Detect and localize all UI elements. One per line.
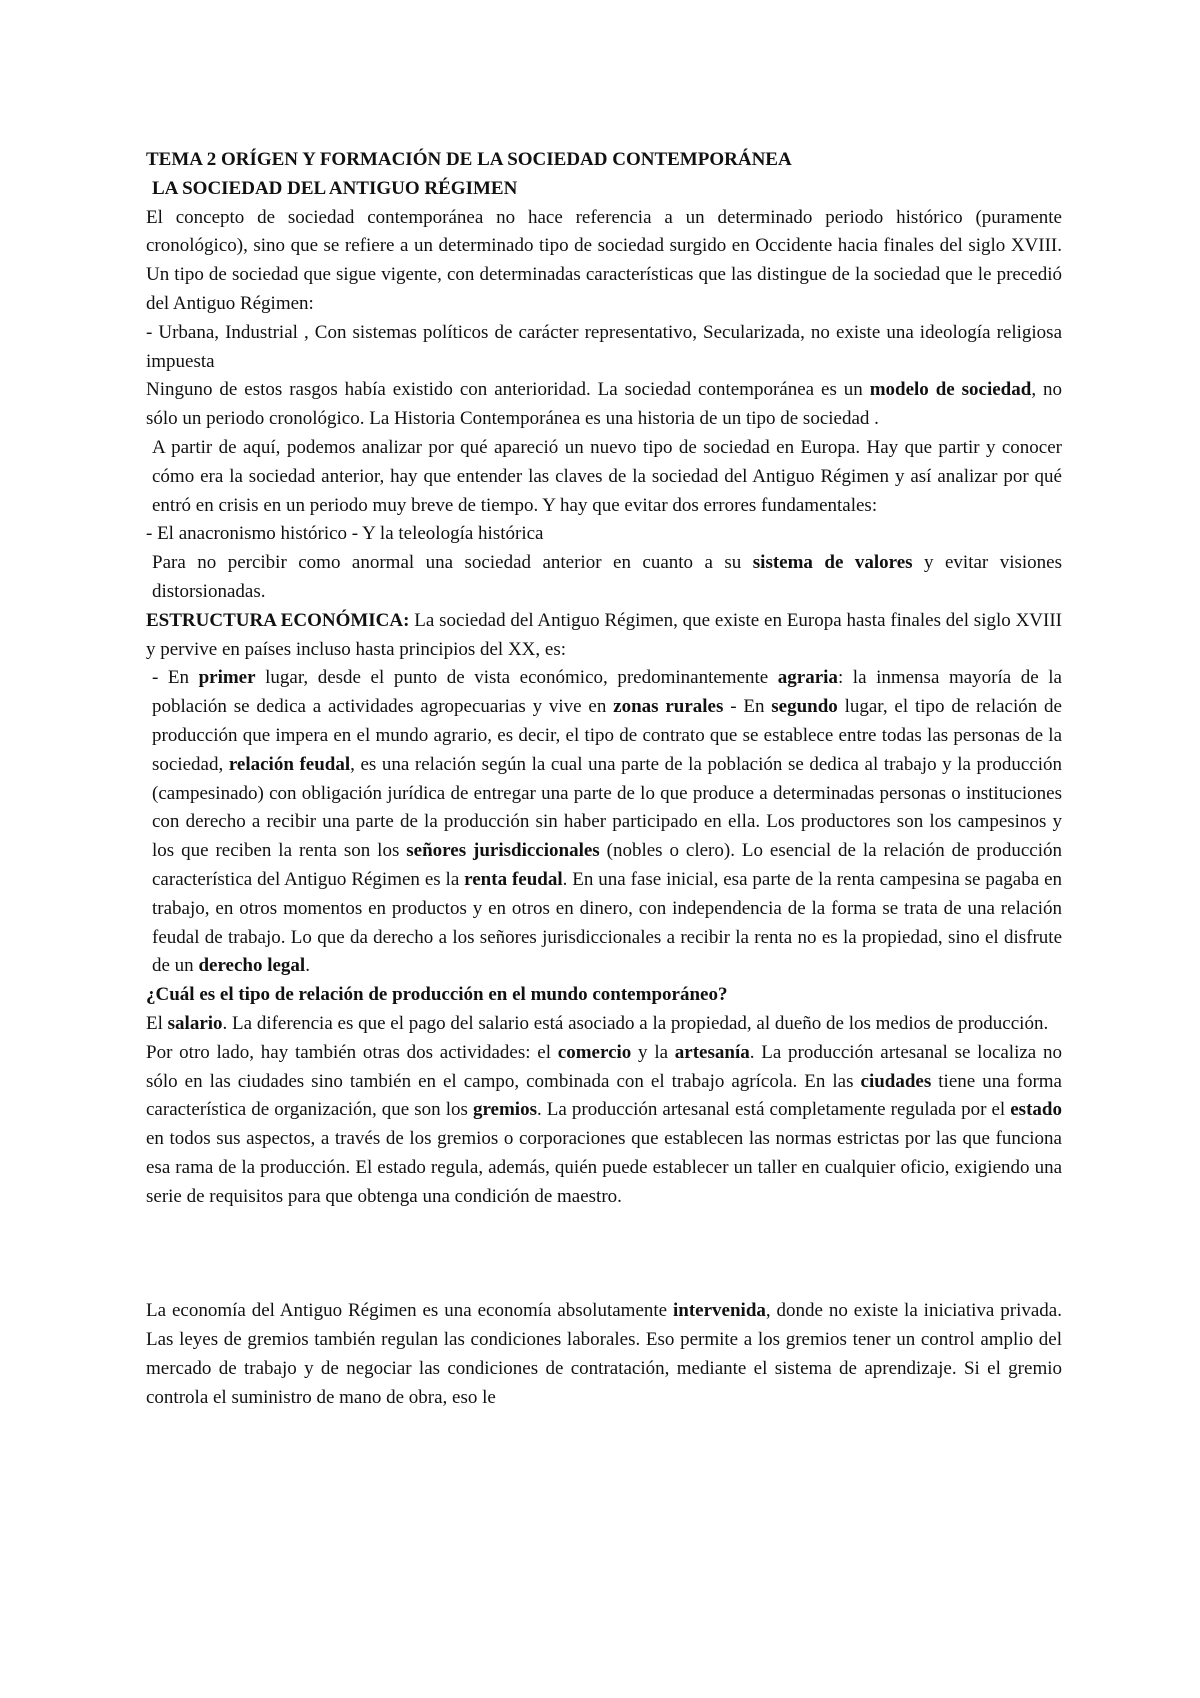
paragraph-intervened-economy: [146, 1297, 1062, 1412]
text-run: lugar, el tipo de relación de producción que impera en el mundo agrario, es decir, el tipo de contrato que se establece entre todas las personas de la sociedad,: [152, 696, 1062, 775]
text-run: lugar, desde el punto de vista económico, predominantemente: [255, 667, 778, 689]
section-label: ESTRUCTURA ECONÓMICA:: [146, 609, 410, 631]
paragraph-intro: El concepto de sociedad contemporánea no hace referencia a un determinado periodo histórico (puramente cronológico), sino que se refiere a un determinado tipo de sociedad surgido en Occidente hacia finales del siglo XVIII. Un tipo de sociedad que sigue vigente, con determinadas características que las distingue de la sociedad que le precedió del Antiguo Régimen:: [146, 206, 1062, 314]
bold-term: renta feudal: [464, 868, 563, 890]
text-run: . La diferencia es que el pago del salario está asociado a la propiedad, al dueño de los medios de producción.: [222, 1012, 1049, 1034]
paragraph-values: [146, 549, 1062, 607]
bold-term: señores jurisdiccionales: [406, 840, 600, 862]
bold-term: sistema de valores: [752, 552, 913, 574]
bold-term: zonas rurales: [613, 696, 724, 718]
bold-term: artesanía: [674, 1041, 750, 1063]
paragraph-errors: - El anacronismo histórico - Y la teleología histórica: [146, 523, 544, 545]
section-heading: LA SOCIEDAD DEL ANTIGUO RÉGIMEN: [152, 177, 518, 199]
bold-term: salario: [167, 1012, 223, 1034]
bold-term: comercio: [557, 1041, 632, 1063]
bold-term: derecho legal: [198, 955, 306, 977]
text-run: tiene una forma característica de organización, que son los: [146, 1070, 1062, 1121]
text-run: : la inmensa mayoría de la población se dedica a actividades agropecuarias y vive en: [152, 667, 1062, 718]
text-run: y evitar visiones distorsionadas.: [152, 552, 1062, 602]
text-run: y la: [631, 1041, 675, 1063]
paragraph-guilds: [146, 1039, 1062, 1212]
text-run: Por otro lado, hay también otras dos actividades: el: [146, 1041, 558, 1063]
bold-term: gremios: [472, 1099, 537, 1121]
paragraph-salary: [146, 1010, 1062, 1039]
paragraph-features: - Urbana, Industrial , Con sistemas políticos de carácter representativo, Secularizada, no existe una ideología religiosa impuesta: [146, 321, 1062, 372]
text-run: La sociedad del Antiguo Régimen, que existe en Europa hasta finales del siglo XVIII y pervive en países incluso hasta principios del XX, es:: [146, 609, 1062, 660]
text-run: La economía del Antiguo Régimen es una economía absolutamente: [146, 1300, 673, 1322]
text-run: - En: [152, 667, 199, 689]
text-run: . La producción artesanal se localiza no sólo en las ciudades sino también en el campo, combinada con el trabajo agrícola. En las: [146, 1041, 1062, 1092]
question-heading: ¿Cuál es el tipo de relación de producción en el mundo contemporáneo?: [146, 984, 728, 1006]
bold-term: ciudades: [860, 1070, 932, 1092]
text-run: , no sólo un periodo cronológico. La Historia Contemporánea es una historia de un tipo de sociedad .: [146, 379, 1063, 430]
bold-term: segundo: [771, 696, 838, 718]
text-run: . La producción artesanal está completamente regulada por el: [536, 1099, 1011, 1121]
text-run: , donde no existe la iniciativa privada. Las leyes de gremios también regulan las condiciones laborales. Eso permite a los gremios tener un control amplio del mercado de trabajo y de negociar las condiciones de contratación, mediante el sistema de aprendizaje. Si el gremio controla el suministro de mano de obra, eso le: [146, 1300, 1062, 1408]
document-title: TEMA 2 ORÍGEN Y FORMACIÓN DE LA SOCIEDAD CONTEMPORÁNEA: [146, 149, 792, 170]
bold-term: modelo de sociedad: [869, 379, 1032, 401]
text-run: Para no percibir como anormal una sociedad anterior en cuanto a su: [152, 552, 753, 574]
paragraph-model: [146, 376, 1062, 434]
text-run: en todos sus aspectos, a través de los gremios o corporaciones que establecen las normas estrictas por las que funciona esa rama de la producción. El estado regula, además, quién puede establecer un taller en cualquier oficio, exigiendo una serie de requisitos para que obtenga una condición de maestro.: [146, 1128, 1062, 1207]
bold-term: relación feudal: [228, 753, 351, 775]
document-page: [146, 146, 1062, 1413]
text-run: .: [305, 955, 310, 977]
blank-space: [146, 1211, 1062, 1297]
paragraph-analysis: A partir de aquí, podemos analizar por qué apareció un nuevo tipo de sociedad en Europa. Hay que partir y conocer cómo era la sociedad anterior, hay que entender las claves de la sociedad del Antiguo Régimen y así analizar por qué entró en crisis en un periodo muy breve de tiempo. Y hay que evitar dos errores fundamentales:: [152, 436, 1062, 516]
paragraph-economic-structure: [146, 607, 1062, 665]
text-run: El: [146, 1012, 168, 1034]
text-run: . En una fase inicial, esa parte de la renta campesina se pagaba en trabajo, en otros momentos en productos y en otros en dinero, con independencia de la forma se trata de una relación feudal de trabajo. Lo que da derecho a los señores jurisdiccionales a recibir la renta no es la propiedad, sino el disfrute de un: [152, 868, 1063, 977]
bold-term: estado: [1010, 1099, 1062, 1121]
text-run: , es una relación según la cual una parte de la población se dedica al trabajo y la producción (campesinado) con obligación jurídica de entregar una parte de lo que produce a determinadas personas o instituciones con derecho a recibir una parte de la producción sin haber participado en ella. Los productores son los campesinos y los que reciben la renta son los: [152, 753, 1062, 862]
text-run: - En: [723, 696, 772, 718]
bold-term: intervenida: [673, 1300, 766, 1322]
bold-term: agraria: [777, 667, 838, 689]
bold-term: primer: [198, 667, 256, 689]
text-run: Ninguno de estos rasgos había existido con anterioridad. La sociedad contemporánea es un: [146, 379, 870, 401]
text-run: (nobles o clero). Lo esencial de la relación de producción característica del Antiguo Régimen es la: [152, 840, 1062, 890]
paragraph-feudal-relation: [146, 664, 1062, 981]
